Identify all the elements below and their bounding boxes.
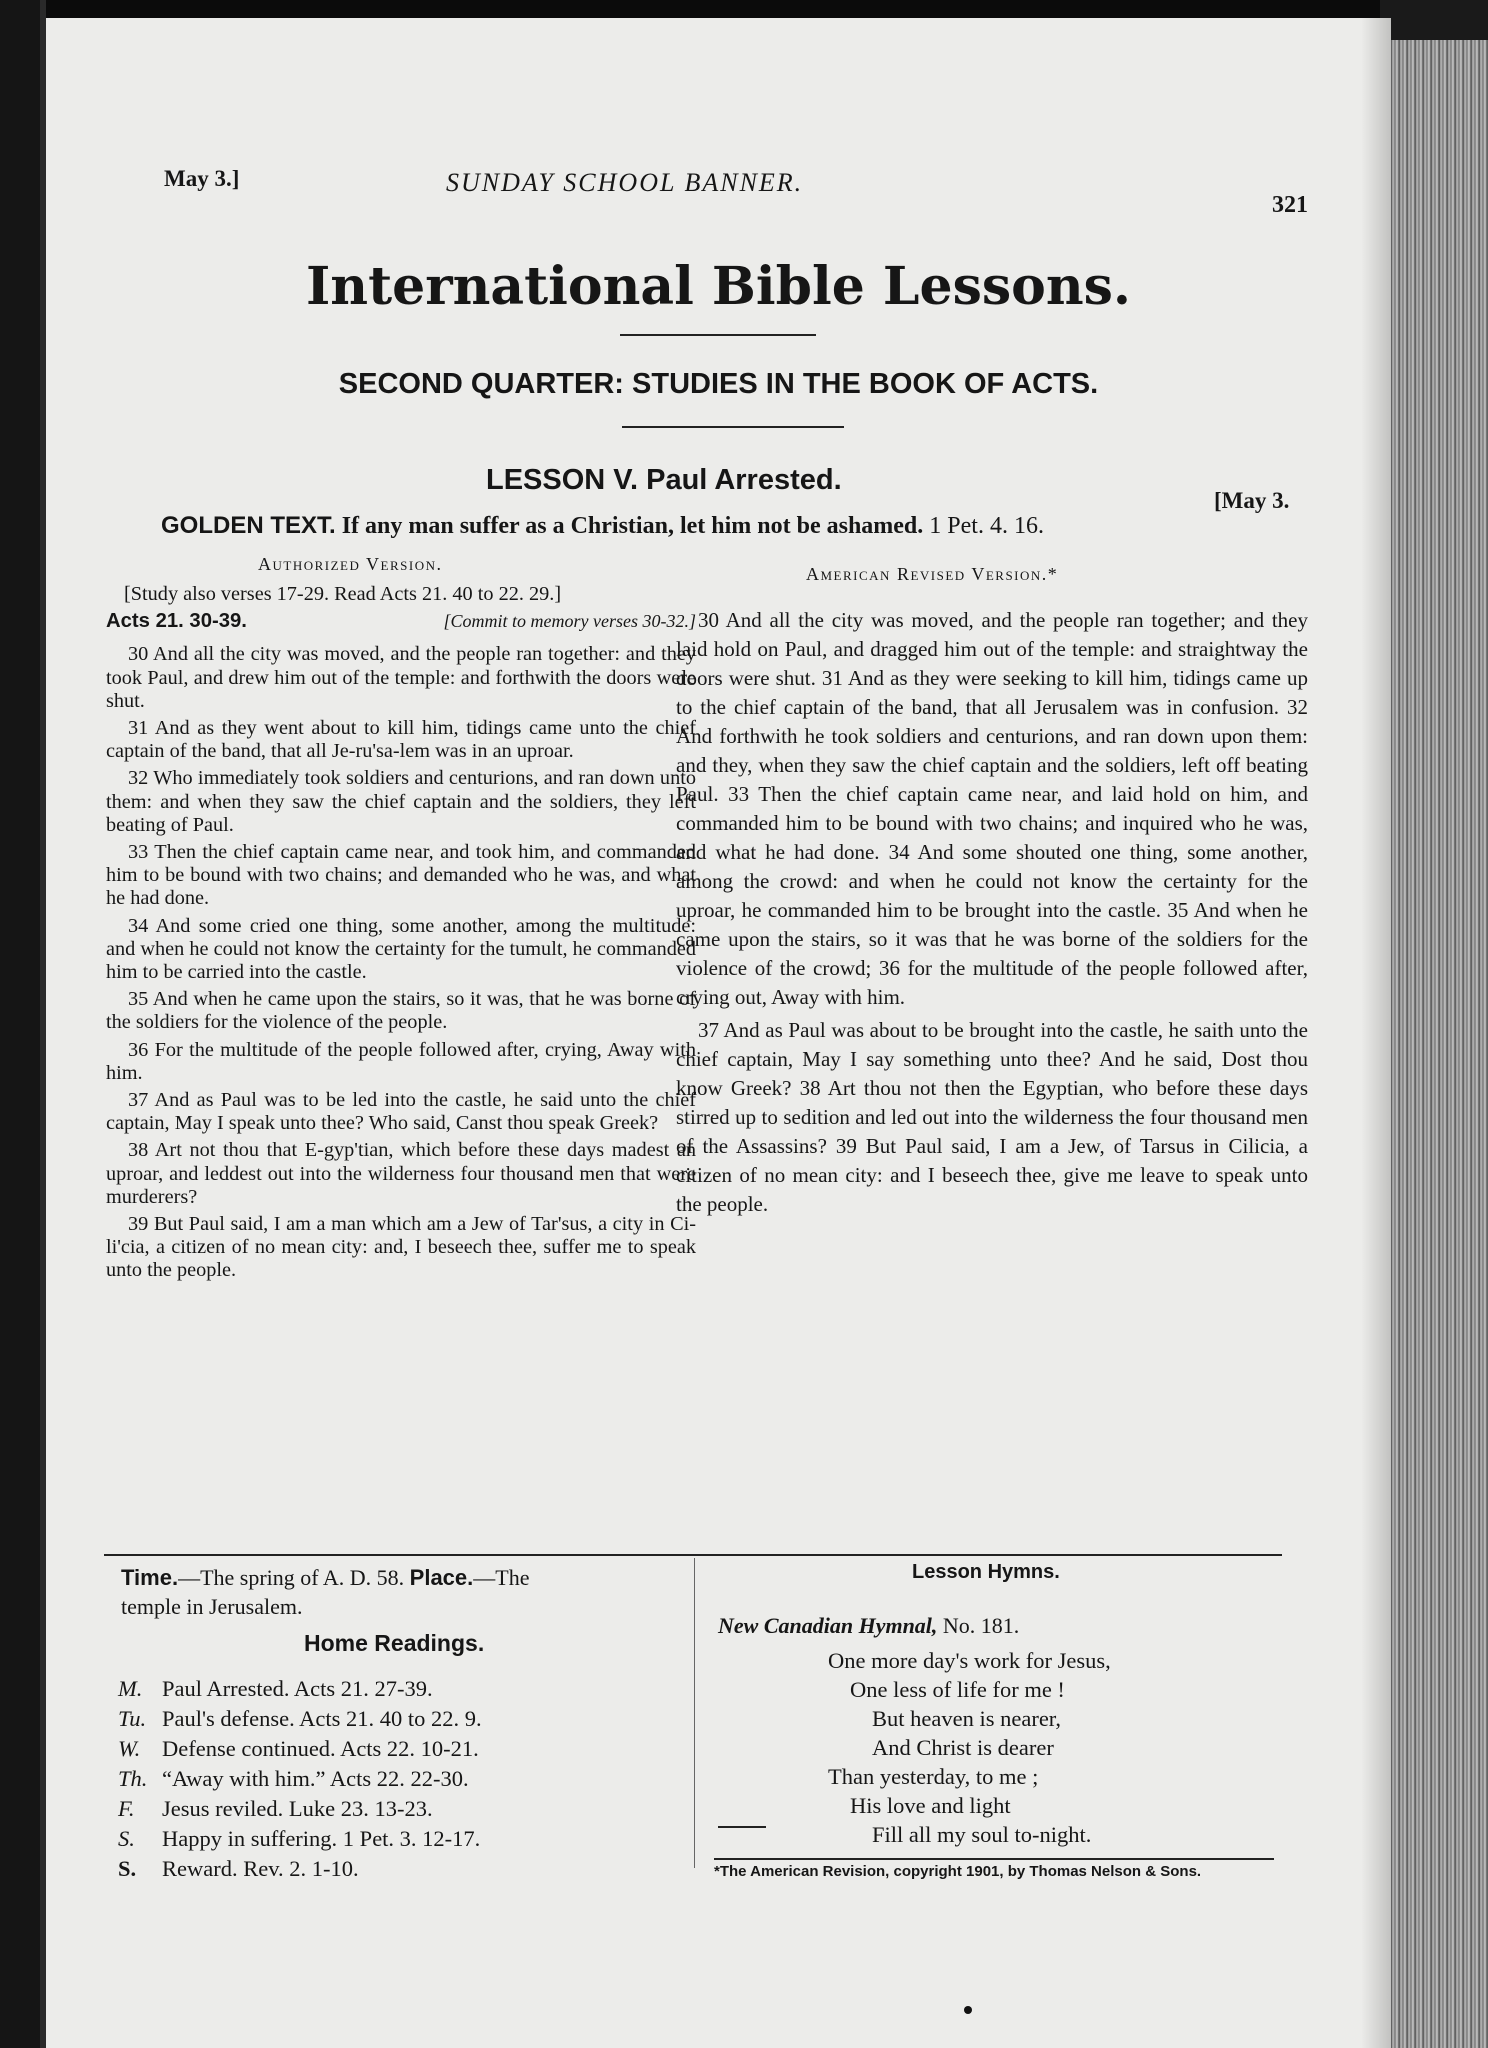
home-readings-heading: Home Readings. — [304, 1630, 485, 1656]
hymn-line: One less of life for me ! — [850, 1677, 1065, 1702]
time-place — [121, 1563, 561, 1621]
memory-note: [Commit to memory verses 30-32.] — [443, 611, 696, 632]
page — [46, 18, 1391, 2048]
verse: 37 And as Paul was to be led into the castle, he said unto the chief captain, May I speak unto thee? Who said, Canst thou speak Greek? — [106, 1089, 696, 1135]
reading-text: Paul's defense. Acts 21. 40 to 22. 9. — [162, 1706, 482, 1731]
ink-dot — [964, 2006, 972, 2014]
page-shadow — [1361, 18, 1391, 2048]
verse: 36 For the multitude of the people followed after, crying, Away with him. — [106, 1038, 696, 1084]
reading-item — [118, 1794, 638, 1824]
reading-text: Happy in suffering. 1 Pet. 3. 12-17. — [162, 1826, 481, 1851]
verse: 38 Art not thou that E-gyp'tian, which before these days madest an uproar, and leddest out into the wilderness four thousand men that were murderers? — [106, 1139, 696, 1208]
reading-item — [118, 1704, 638, 1734]
main-title: International Bible Lessons. — [305, 256, 1132, 317]
revised-paragraph: 37 And as Paul was about to be brought into the castle, he saith unto the chief captain, May I say something unto thee? And he said, Dost thou know Greek? 38 Art thou not then the Egyptian, who before these days stirred up to sedition and led out into the wilderness the four thousand men of the Assassins? 39 But Paul said, I am a Jew, of Tarsus in Cilicia, a citizen of no mean city: and I beseech thee, give me leave to speak unto the people. — [676, 1018, 1308, 1216]
quarter-rule — [622, 426, 844, 428]
page-number: 321 — [1272, 192, 1308, 218]
authorized-version-heading: Authorized Version. — [258, 554, 443, 574]
reading-text: “Away with him.” Acts 22. 22-30. — [162, 1766, 469, 1791]
hymn-line: And Christ is dearer — [872, 1735, 1054, 1760]
footnote: *The American Revision, copyright 1901, by Thomas Nelson & Sons. — [714, 1863, 1202, 1880]
reading-text: Defense continued. Acts 22. 10-21. — [162, 1736, 479, 1761]
reading-item — [118, 1824, 638, 1854]
golden-text-reference: 1 Pet. 4. 16. — [929, 513, 1044, 539]
verse: 30 And all the city was moved, and the people ran together: and they took Paul, and drew him out of the temple: and forthwith the doors were shut. — [106, 643, 696, 712]
golden-text — [161, 512, 1044, 540]
verse: 34 And some cried one thing, some another, among the multitude: and when he could not know the certainty for the tumult, he commanded him to be carried into the castle. — [106, 914, 696, 984]
reference-line — [106, 610, 696, 633]
place-label: Place. — [409, 1565, 474, 1590]
hymn-verse — [828, 1646, 1111, 1849]
reading-day: S. — [118, 1826, 135, 1851]
quarter-title: SECOND QUARTER: STUDIES IN THE BOOK OF ACTS. — [338, 368, 1099, 400]
book-gutter — [0, 0, 46, 2048]
hymn-line: One more day's work for Jesus, — [828, 1648, 1111, 1673]
verse: 35 And when he came upon the stairs, so it was, that he was borne of the soldiers for the violence of the people. — [106, 988, 696, 1034]
reading-item — [118, 1764, 638, 1794]
revised-paragraph: 30 And all the city was moved, and the people ran together; and they laid hold on Paul, and dragged him out of the temple: and straightway the doors were shut. 31 And as they were seeking to kill him, tidings came up to the chief captain of the band, that all Jerusalem was in confusion. 32 And forthwith he took soldiers and centurions, and ran down upon them: and they, when they saw the chief captain and the soldiers, left off beating Paul. 33 Then the chief captain came near, and laid hold on him, and commanded him to be bound with two chains; and inquired who he was, and what he had done. 34 And some shouted one thing, some another, among the crowd: and when he could not know the certainty for the uproar, he commanded him to be brought into the castle. 35 And when he came upon the stairs, so it was that he was borne of the soldiers for the violence of the crowd; 36 for the multitude of the people followed after, crying out, Away with him. — [676, 608, 1308, 1009]
reading-text: Jesus reviled. Luke 23. 13-23. — [162, 1796, 433, 1821]
hymn-number: No. 181. — [942, 1613, 1020, 1638]
revised-version-heading: American Revised Version.* — [806, 564, 1059, 584]
reading-day: F. — [118, 1796, 135, 1821]
hymn-line: But heaven is nearer, — [872, 1706, 1062, 1731]
reading-day: Tu. — [118, 1706, 147, 1731]
reading-day: M. — [118, 1676, 143, 1701]
verse: 32 Who immediately took soldiers and centurions, and ran down unto them: and when they saw the chief captain and the soldiers, they left beating of Paul. — [106, 767, 696, 836]
verse: 31 And as they went about to kill him, tidings came unto the chief captain of the band, that all Je-ru'sa-lem was in an uproar. — [106, 717, 696, 763]
lesson-title: LESSON V. Paul Arrested. — [486, 464, 842, 496]
running-head-date: May 3.] — [164, 166, 240, 191]
place-text: —The temple in Jerusalem. — [121, 1565, 530, 1619]
footnote-rule — [714, 1858, 1274, 1860]
hymn-rule — [718, 1826, 766, 1828]
lesson-hymns-heading: Lesson Hymns. — [912, 1561, 1060, 1583]
home-readings-list — [118, 1674, 638, 1884]
study-note: [Study also verses 17-29. Read Acts 21. 40 to 22. 29.] — [124, 583, 562, 605]
reading-item — [118, 1734, 638, 1764]
reading-day: W. — [118, 1736, 141, 1761]
section-rule — [104, 1554, 1282, 1556]
verse: 33 Then the chief captain came near, and took him, and commanded him to be bound with two chains; and demanded who he was, and what he had done. — [106, 841, 696, 910]
reading-day: Th. — [118, 1766, 148, 1791]
time-text: —The spring of A. D. 58. — [178, 1565, 405, 1590]
reading-text: Reward. Rev. 2. 1-10. — [162, 1856, 359, 1881]
time-label: Time. — [121, 1565, 179, 1590]
golden-text-label: GOLDEN TEXT. — [161, 512, 336, 539]
hymnal-reference — [718, 1613, 1019, 1639]
reading-item — [118, 1854, 638, 1884]
golden-text-body: If any man suffer as a Christian, let him not be ashamed. — [341, 513, 924, 539]
hymnal-name: New Canadian Hymnal, — [718, 1613, 938, 1638]
page-stack-edge — [1391, 40, 1488, 2048]
hymn-line: Fill all my soul to-night. — [872, 1822, 1092, 1847]
title-rule — [620, 334, 816, 336]
reading-text: Paul Arrested. Acts 21. 27-39. — [162, 1676, 433, 1701]
lesson-date: [May 3. — [1214, 488, 1290, 513]
reading-day: S. — [118, 1856, 137, 1881]
verse: 39 But Paul said, I am a man which am a Jew of Tar'sus, a city in Ci-li'cia, a citizen of no mean city: and, I beseech thee, suffer me to speak unto the people. — [106, 1213, 696, 1282]
scripture-reference: Acts 21. 30-39. — [106, 610, 247, 633]
hymn-line: His love and light — [850, 1793, 1011, 1818]
running-head-title: SUNDAY SCHOOL BANNER. — [446, 168, 804, 197]
revised-version-column — [676, 606, 1308, 1223]
authorized-version-column — [106, 583, 696, 1287]
column-divider — [694, 1558, 695, 1868]
hymn-line: Than yesterday, to me ; — [828, 1764, 1039, 1789]
reading-item — [118, 1674, 638, 1704]
